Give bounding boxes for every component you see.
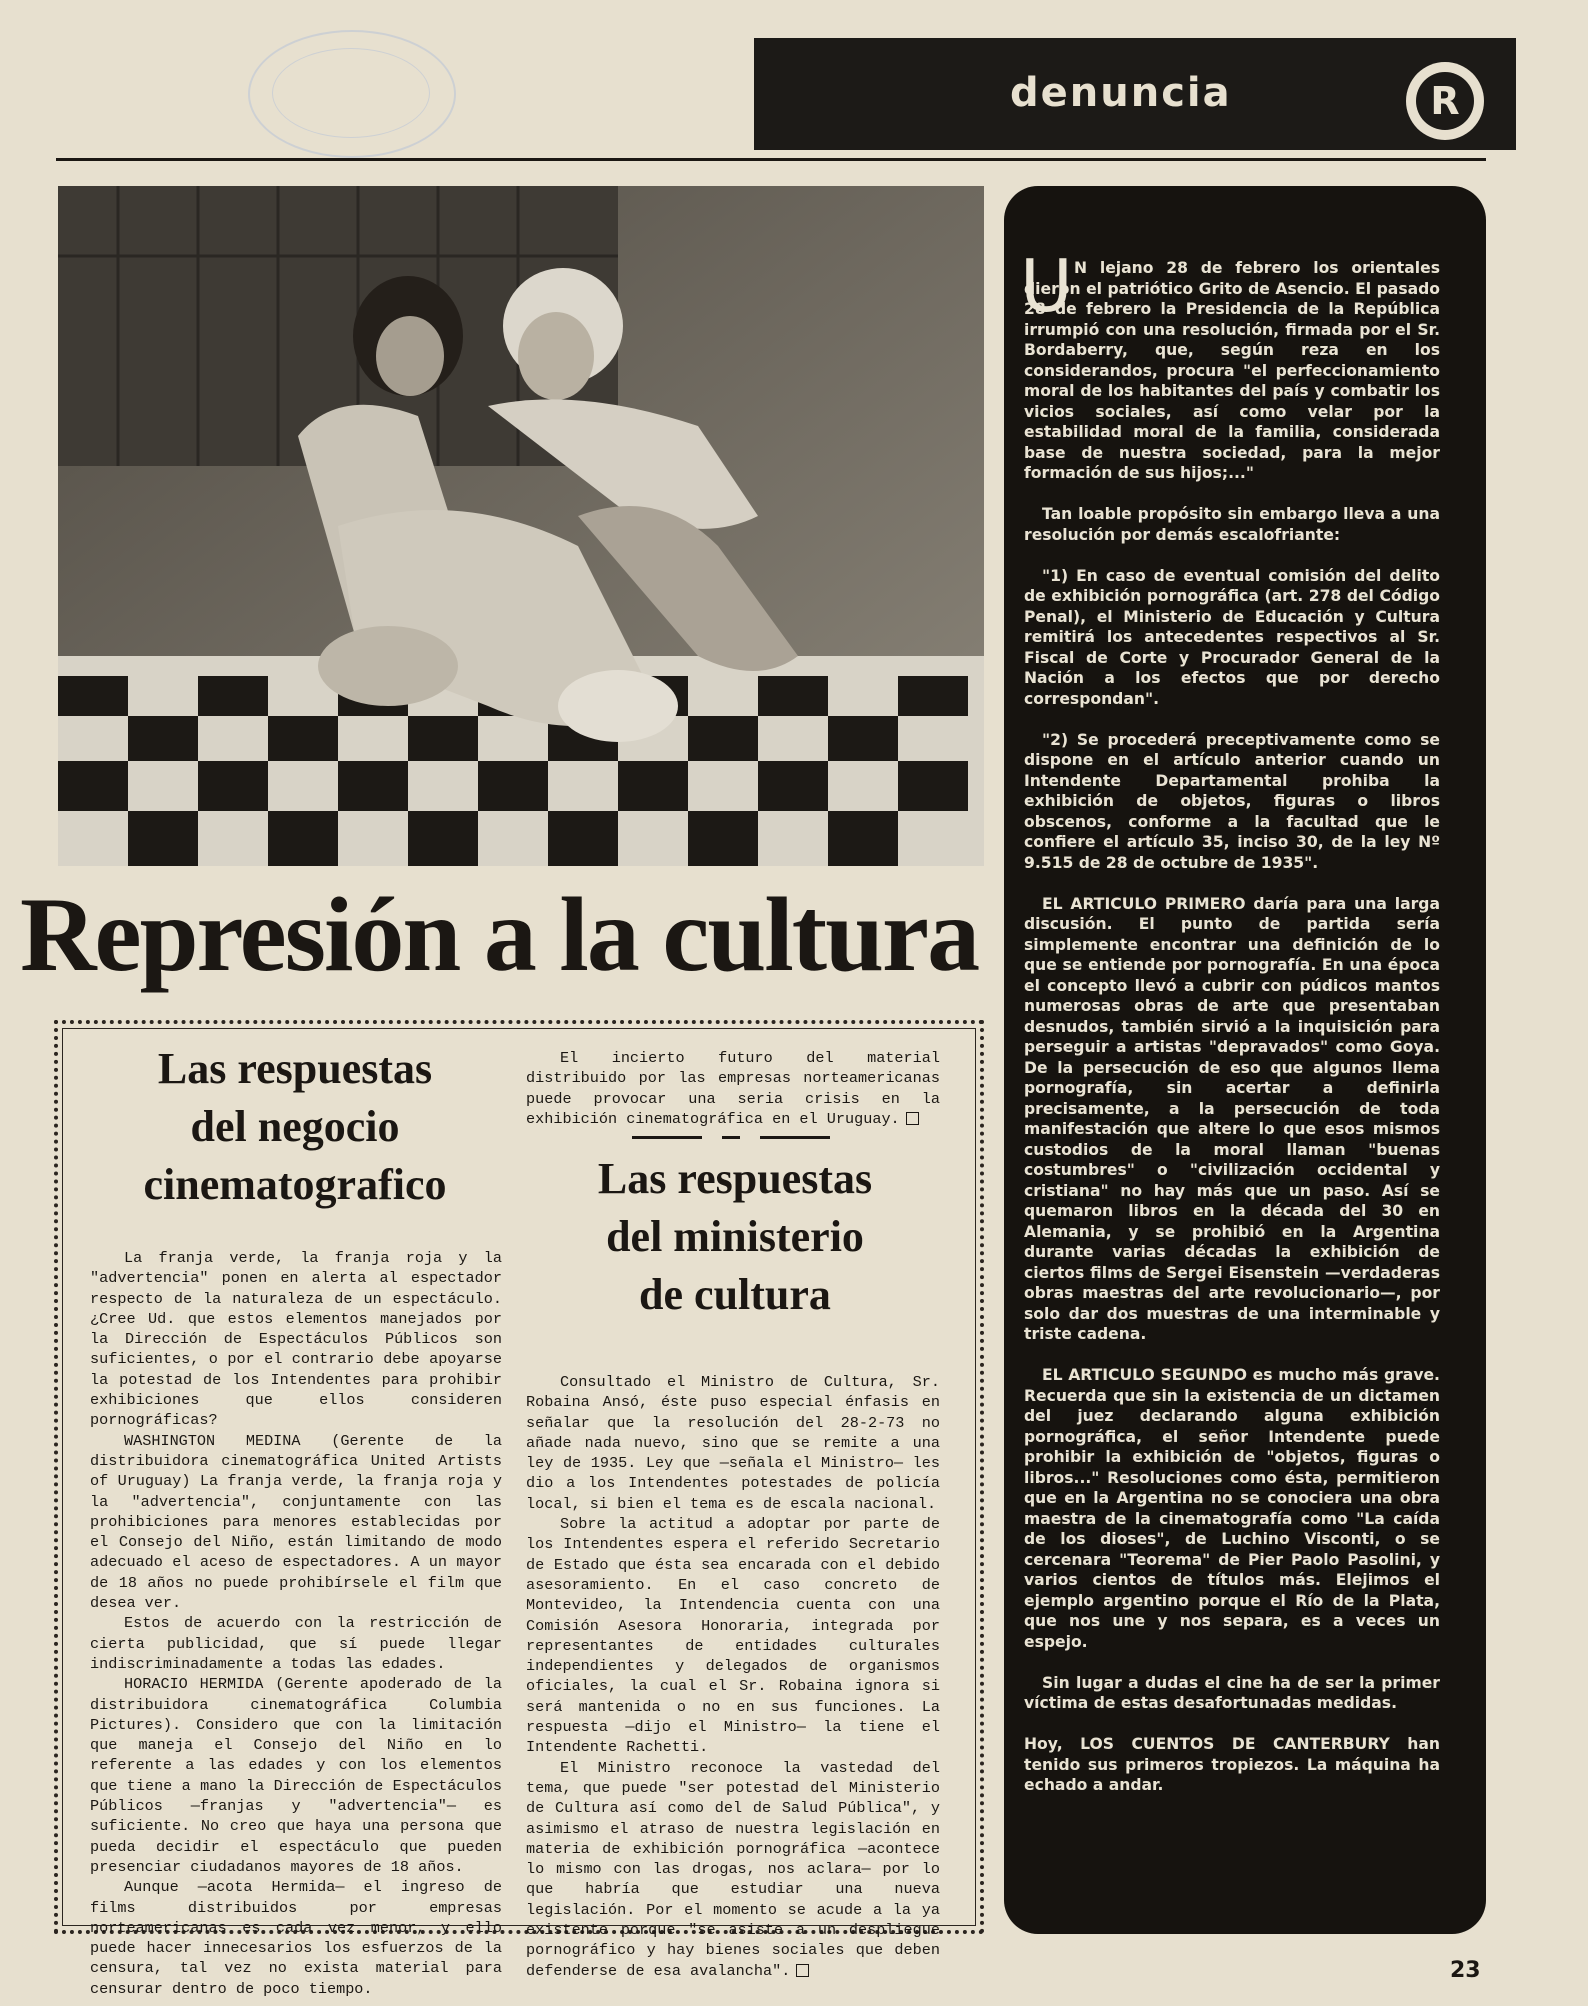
paragraph: HORACIO HERMIDA (Gerente apoderado de la distribuidora cinematográfica Columbia Pictures). Considero que con la limitación que maneja el Consejo del Niño en lo referente a las edades y con los elementos que tiene a mano la Dirección de Espectáculos Públicos —franjas y "advertencia"— es suficiente. No creo que haya una persona que pueda decidir el espectáculo que pueden presenciar ciudadanos mayores de 18 años. [90, 1675, 502, 1876]
section-label: denuncia [1010, 70, 1232, 116]
photo-illustration [58, 186, 984, 866]
continuation-text: El incierto futuro del material distribuido por las empresas norteamericanas puede provocar una seria crisis en la exhibición cinematográfica en el Uruguay. [526, 1049, 940, 1128]
paragraph: Hoy, LOS CUENTOS DE CANTERBURY han tenido sus primeros tropiezos. La máquina ha echado a andar. [1024, 1735, 1440, 1794]
heading-line: Las respuestas [597, 1154, 873, 1203]
paragraph: Sobre la actitud a adoptar por parte de los Intendentes espera el referido Secretario de Estado que ésta sea encarada con el debido asesoramiento. En el caso concreto de Montevideo, la Intendencia cuenta con una Comisión Asesora Honoraria, integrada por representantes de entidades culturales independientes y delegados de organismos oficiales, la cual el Sr. Robaina ignora si será mantenida o no en sus funciones. La respuesta —dijo el Ministro— la tiene el Intendente Rachetti. [526, 1515, 940, 1757]
paragraph: La franja verde, la franja roja y la "advertencia" ponen en alerta al espectador respecto de la naturaleza de un espectáculo. ¿Cree Ud. que estos elementos manejados por la Dirección de Espectáculos Públicos son suficientes, o por el contrario debe apoyarse la potestad de los Intendentes para prohibir exhibiciones que ellos consideren pornográficas? [90, 1249, 502, 1430]
drop-cap: U [1020, 244, 1073, 328]
left-article-heading [70, 1040, 520, 1214]
end-mark-icon [796, 1964, 809, 1977]
paragraph: Tan loable propósito sin embargo lleva a una resolución por demás escalofriante: [1024, 505, 1440, 544]
editorial-column-text [1024, 258, 1440, 1816]
paragraph: N lejano 28 de febrero los orientales dieron el patriótico Grito de Asencio. El pasado 28 de febrero la Presidencia de la República irrumpió con una resolución, firmada por el Sr. Bordaberry, que, según reza en los considerandos, procura "el perfeccionamiento moral de los habitantes del país y combatir los vicios sociales, así como velar por la estabilidad moral de la familia, considerada base de nuestra sociedad, para la mejor formación de sus hijos;..." [1024, 259, 1440, 482]
film-still-photo [58, 186, 984, 866]
library-stamp [248, 30, 456, 158]
paragraph: Consultado el Ministro de Cultura, Sr. Robaina Ansó, éste puso especial énfasis en señalar que la resolución del 28-2-73 no añade nada nuevo, sino que se remite a una ley de 1935. Ley que —señala el Ministro— les dio a los Intendentes potestades de policía local, si bien el tema es de escala nacional. [526, 1373, 940, 1513]
heading-line: Las respuestas [157, 1044, 433, 1093]
paragraph: WASHINGTON MEDINA (Gerente de la distribuidora cinematográfica United Artists of Uruguay) La franja verde, la franja roja y la "advertencia", conjuntamente con las prohibiciones para menores establecidas por el Consejo del Niño, están limitando de modo adecuado el aceso de espectadores. A un mayor de 18 años no puede prohibírsele el film que desea ver. [90, 1431, 502, 1613]
heading-line: del negocio [190, 1102, 400, 1151]
heading-line: de cultura [639, 1270, 831, 1319]
paragraph: Aunque —acota Hermida— el ingreso de films distribuidos por empresas norteamericanas es cada vez menor, y ello puede hacer innecesarios los esfuerzos de la censura, tal vez no exista material para censurar dentro de poco tiempo. [90, 1878, 502, 1998]
logo-letter: R [1416, 72, 1474, 130]
paragraph: "2) Se procederá preceptivamente como se dispone en el artículo anterior cuando un Intendente Departamental prohiba la exhibición de objetos, figuras o libros obscenos, conforme a la facultad que le confiere el artículo 35, inciso 30, de la ley Nº 9.515 de 28 de octubre de 1935". [1024, 730, 1440, 872]
heading-line: del ministerio [606, 1212, 864, 1261]
headline: Represión a la cultura [20, 876, 979, 993]
paragraph: Estos de acuerdo con la restricción de cierta publicidad, que sí puede llegar indiscriminadamente a todas las edades. [90, 1614, 502, 1673]
middle-article-body [526, 1372, 940, 1981]
paragraph: "1) En caso de eventual comisión del delito de exhibición pornográfica (art. 278 del Código Penal), el Ministerio de Educación y Cultura remitirá los antecedentes respectivos al Sr. Fiscal de Corte y Procurador General de la Nación a los efectos que por derecho correspondan". [1024, 566, 1440, 708]
heading-line: cinematografico [143, 1160, 447, 1209]
middle-article-continuation [526, 1048, 940, 1129]
magazine-logo-icon [1406, 62, 1484, 140]
end-mark-icon [906, 1112, 919, 1125]
paragraph: EL ARTICULO PRIMERO daría para una larga discusión. El punto de partida sería simplemente encontrar una definición de lo que se entiende por pornografía. En una época el concepto llevó a cubrir con púdicos mantos numerosas obras de arte que presentaban desnudos, también sirvió a la inquisición para perseguir a artistas "depravados" como Goya. De la persecución de eso que algunos llema pornografía, sin acertar a definirla precisamente, a la persecución de toda manifestación que altere lo que esos mismos custodios de la moral llaman "buenas costumbres" o "civilización occidental y cristiana" no hay más que un paso. Así se quemaron libros en la década del 30 en Alemania, y se prohibió en la Argentina durante varias décadas la exhibición de ciertos films de Sergei Eisenstein —verdaderas obras maestras del arte revolucionario—, por solo dar dos muestras de una interminable y triste cadena. [1024, 894, 1440, 1343]
paragraph: EL ARTICULO SEGUNDO es mucho más grave. Recuerda que sin la existencia de un dictamen del juez declarando alguna exhibición pornográfica, el señor Intendente puede prohibir la exhibición de "objetos, figuras o libros..." Resoluciones como ésta, permitieron que en la Argentina no se conociera una obra maestra de la cinematografía como "La caída de los dioses", de Luchino Visconti, o se cercenara "Teorema" de Pier Paolo Pasolini, y varios cientos de títulos más. Elejimos el ejemplo argentino porque el Río de la Plata, que nos une y nos separa, es a veces un espejo. [1024, 1366, 1440, 1651]
section-divider [632, 1136, 832, 1140]
left-article-body [90, 1248, 502, 1999]
paragraph: Sin lugar a dudas el cine ha de ser la primer víctima de estas desafortunadas medidas. [1024, 1673, 1440, 1712]
header-rule [56, 158, 1486, 161]
page-number: 23 [1450, 1958, 1481, 1983]
middle-article-heading [530, 1150, 940, 1324]
paragraph: El Ministro reconoce la vastedad del tema, que puede "ser potestad del Ministerio de Cultura así como del de Salud Pública", y asimismo el atraso de nuestra legislación en materia de exhibición pornográfica —acontece lo mismo con las drogas, nos aclara— por lo que habría que estudiar una nueva legislación. Por el momento se acude a la ya existente porque "se asiste a un despliegue pornográfico y hay bienes sociales que deben defenderse de esa avalancha". [526, 1758, 940, 1980]
